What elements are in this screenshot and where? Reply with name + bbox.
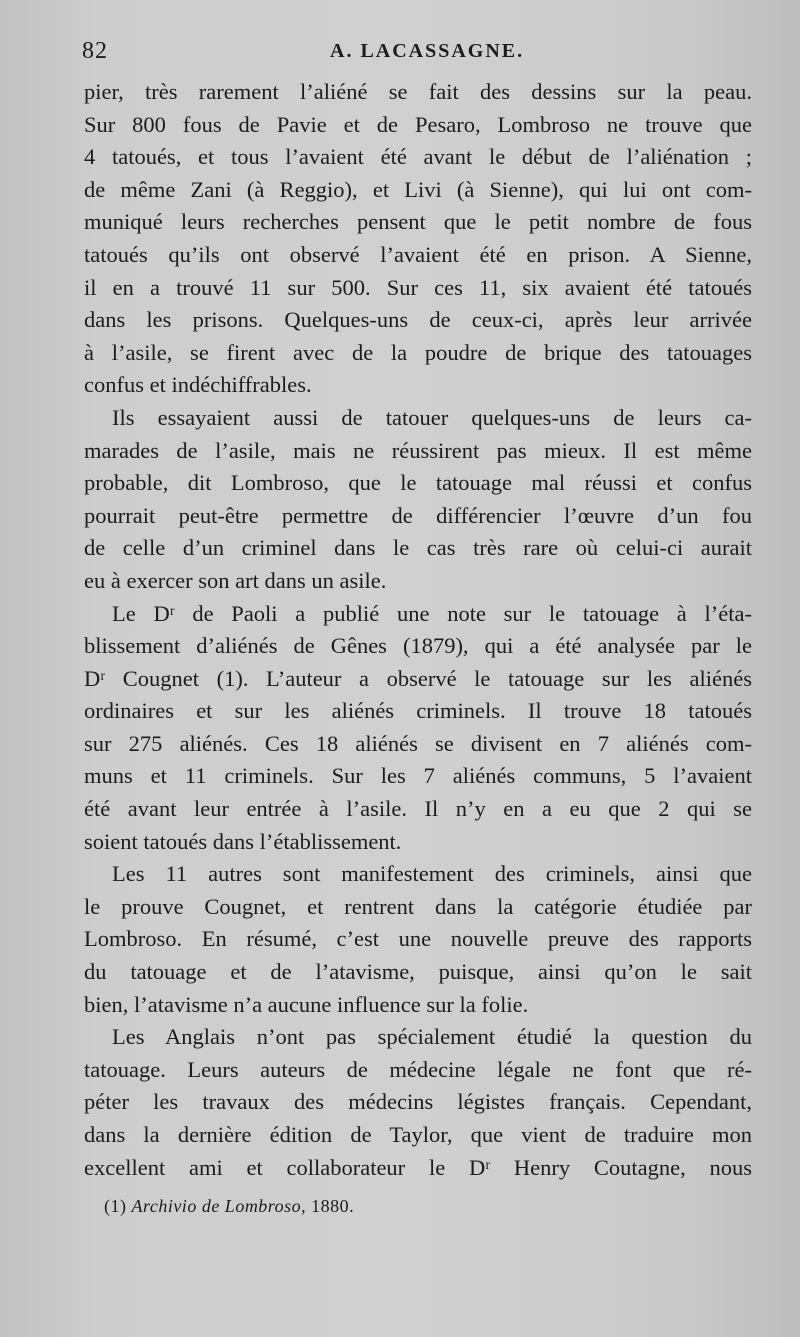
text-line: muns et 11 criminels. Sur les 7 aliénés communs, 5 l’avaient bbox=[84, 763, 752, 789]
footnote-marker: (1) bbox=[104, 1196, 127, 1216]
text-line: ordinaires et sur les aliénés criminels. Il trouve 18 tatoués bbox=[84, 698, 752, 724]
text-line: confus et indéchiffrables. bbox=[84, 372, 312, 398]
text-line: le prouve Cougnet, et rentrent dans la catégorie étudiée par bbox=[84, 893, 752, 919]
text-line: muniqué leurs recherches pensent que le petit nombre de fous bbox=[84, 209, 752, 235]
running-head: A. LACASSAGNE. bbox=[330, 40, 525, 62]
text-line: Sur 800 fous de Pavie et de Pesaro, Lombroso ne trouve que bbox=[84, 111, 752, 137]
text-line: de même Zani (à Reggio), et Livi (à Sienne), qui lui ont com- bbox=[84, 176, 752, 202]
text-line: excellent ami et collaborateur le Dʳ Henry Coutagne, nous bbox=[84, 1154, 752, 1180]
text-line: 4 tatoués, et tous l’avaient été avant le début de l’aliénation ; bbox=[84, 144, 752, 170]
footnote-year: 1880. bbox=[311, 1196, 355, 1216]
text-line: Le Dʳ de Paoli a publié une note sur le tatouage à l’éta- bbox=[112, 600, 752, 626]
text-line: eu à exercer son art dans un asile. bbox=[84, 567, 387, 593]
text-line: pier, très rarement l’aliéné se fait des dessins sur la peau. bbox=[84, 79, 752, 104]
text-line: tatoués qu’ils ont observé l’avaient été en prison. A Sienne, bbox=[84, 241, 752, 267]
text-line: marades de l’asile, mais ne réussirent pas mieux. Il est même bbox=[84, 437, 752, 463]
text-line: été avant leur entrée à l’asile. Il n’y en a eu que 2 qui se bbox=[84, 796, 752, 822]
text-line: tatouage. Leurs auteurs de médecine légale ne font que ré- bbox=[84, 1056, 752, 1082]
text-line: dans la dernière édition de Taylor, que vient de traduire mon bbox=[84, 1122, 752, 1147]
text-line: de celle d’un criminel dans le cas très rare où celui-ci aurait bbox=[84, 535, 752, 561]
footnote-source: Archivio de Lombroso, bbox=[131, 1196, 307, 1216]
text-line: sur 275 aliénés. Ces 18 aliénés se divisent en 7 aliénés com- bbox=[84, 730, 752, 756]
text-line: blissement d’aliénés de Gênes (1879), qui a été analysée par le bbox=[84, 633, 752, 659]
text-line: dans les prisons. Quelques-uns de ceux-ci, après leur arrivée bbox=[84, 307, 752, 333]
text-line: pourrait peut-être permettre de différencier l’œuvre d’un fou bbox=[84, 502, 752, 528]
text-line: bien, l’atavisme n’a aucune influence sur la folie. bbox=[84, 991, 529, 1017]
text-line: Lombroso. En résumé, c’est une nouvelle preuve des rapports bbox=[84, 926, 752, 952]
text-line: à l’asile, se firent avec de la poudre de brique des tatouages bbox=[84, 339, 752, 365]
text-line: péter les travaux des médecins légistes français. Cependant, bbox=[84, 1089, 752, 1115]
footnote bbox=[104, 1196, 354, 1217]
text-line: Les 11 autres sont manifestement des criminels, ainsi que bbox=[112, 861, 752, 887]
page-number: 82 bbox=[82, 38, 108, 64]
text-line: Les Anglais n’ont pas spécialement étudié la question du bbox=[112, 1024, 752, 1050]
page-header bbox=[82, 38, 752, 68]
text-line: Dʳ Cougnet (1). L’auteur a observé le tatouage sur les aliénés bbox=[84, 665, 752, 691]
text-line: du tatouage et de l’atavisme, puisque, ainsi qu’on le sait bbox=[84, 959, 752, 985]
text-line: probable, dit Lombroso, que le tatouage mal réussi et confus bbox=[84, 470, 752, 496]
body-text bbox=[84, 76, 752, 1184]
text-line: soient tatoués dans l’établissement. bbox=[84, 828, 402, 854]
text-line: Ils essayaient aussi de tatouer quelques-uns de leurs ca- bbox=[112, 404, 752, 430]
text-line: il en a trouvé 11 sur 500. Sur ces 11, six avaient été tatoués bbox=[84, 274, 752, 300]
